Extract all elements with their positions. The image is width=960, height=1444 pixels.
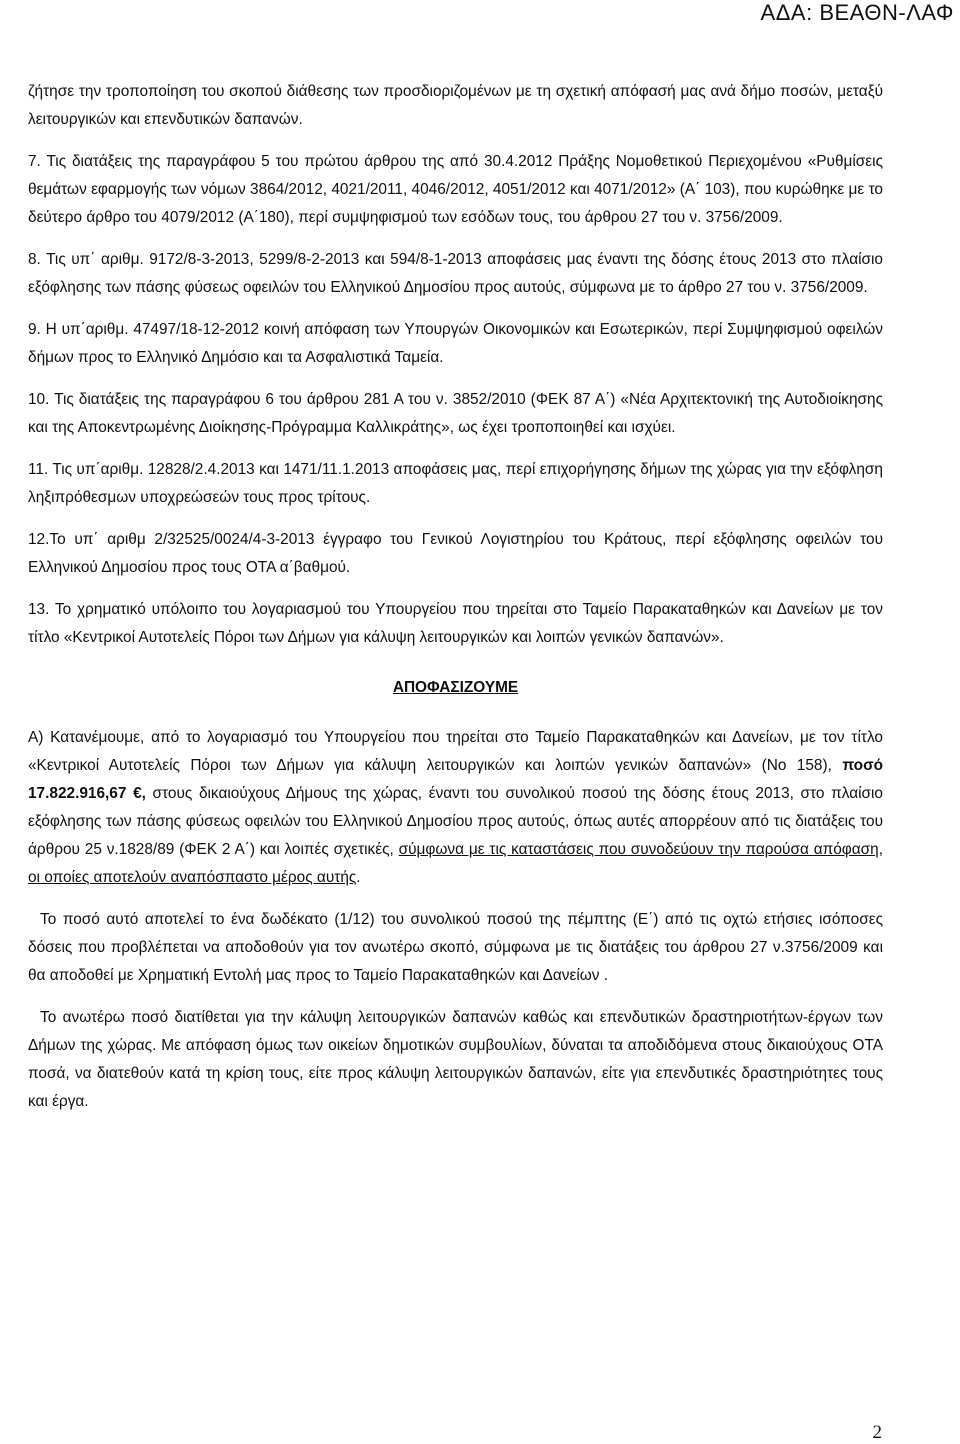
page-number: 2 [872, 1422, 882, 1443]
paragraph-13: 13. Το χρηματικό υπόλοιπο του λογαριασμού του Υπουργείου που τηρείται στο Ταμείο Παρακαταθηκών και Δανείων με τον τίτλο «Κεντρικοί Αυτοτελείς Πόροι των Δήμων για κάλυψη λειτουργικών και λοιπών γενικών δαπανών». [28, 601, 883, 646]
paragraph-11: 11. Τις υπ΄αριθμ. 12828/2.4.2013 και 1471/11.1.2013 αποφάσεις μας, περί επιχορήγησης δήμων της χώρας για την εξόφληση ληξιπρόθεσμων υποχρεώσεών τους προς τρίτους. [28, 461, 883, 506]
decision-paragraph-a [28, 724, 883, 892]
paragraph-8: 8. Τις υπ΄ αριθμ. 9172/8-3-2013, 5299/8-2-2013 και 594/8-1-2013 αποφάσεις μας έναντι της δόσης έτους 2013 στο πλαίσιο εξόφλησης των πάσης φύσεως οφειλών του Ελληνικού Δημοσίου προς αυτούς, σύμφωνα με το άρθρο 27 του ν. 3756/2009. [28, 251, 883, 296]
decision-a-underlined: σύμφωνα με τις καταστάσεις που συνοδεύουν την παρούσα απόφαση, οι οποίες αποτελούν αναπόσπαστο μέρος αυτής [28, 841, 883, 886]
ada-header: ΑΔΑ: ΒΕΑΘΝ-ΛΑΦ [760, 0, 954, 25]
decision-heading: ΑΠΟΦΑΣΙΖΟΥΜΕ [392, 679, 519, 696]
paragraph-7: 7. Τις διατάξεις της παραγράφου 5 του πρώτου άρθρου της από 30.4.2012 Πράξης Νομοθετικού Περιεχομένου «Ρυθμίσεις θεμάτων εφαρμογής των νόμων 3864/2012, 4021/2011, 4046/2012, 4051/2012 και 4071/2012» (Α΄ 103), που κυρώθηκε με το δεύτερο άρθρο του 4079/2012 (Α΄180), περί συμψηφισμού των εσόδων τους, του άρθρου 27 του ν. 3756/2009. [28, 153, 883, 226]
paragraph-12: 12.Το υπ΄ αριθμ 2/32525/0024/4-3-2013 έγγραφο του Γενικού Λογιστηρίου του Κράτους, περί εξόφλησης οφειλών του Ελληνικού Δημοσίου προς τους ΟΤΑ α΄βαθμού. [28, 531, 883, 576]
decision-paragraph-usage: Το ανωτέρω ποσό διατίθεται για την κάλυψη λειτουργικών δαπανών καθώς και επενδυτικών δραστηριοτήτων-έργων των Δήμων της χώρας. Με απόφαση όμως των οικείων δημοτικών συμβουλίων, δύναται τα αποδιδόμενα στους δικαιούχους ΟΤΑ ποσά, να διατεθούν κατά τη κρίση τους, είτε προς κάλυψη λειτουργικών δαπανών, είτε για επενδυτικές δραστηριότητες τους και έργα. [28, 1009, 883, 1110]
paragraph-9: 9. Η υπ΄αριθμ. 47497/18-12-2012 κοινή απόφαση των Υπουργών Οικονομικών και Εσωτερικών, περί Συμψηφισμού οφειλών δήμων προς το Ελληνικό Δημόσιο και τα Ασφαλιστικά Ταμεία. [28, 321, 883, 366]
decision-paragraph-amount-info: Το ποσό αυτό αποτελεί το ένα δωδέκατο (1/12) του συνολικού ποσού της πέμπτης (Ε΄) από τις οχτώ ετήσιες ισόποσες δόσεις που προβλέπεται να αποδοθούν για τον ανωτέρω σκοπό, σύμφωνα με τις διατάξεις του άρθρου 27 ν.3756/2009 και θα αποδοθεί με Χρηματική Εντολή μας προς το Ταμείο Παρακαταθηκών και Δανείων . [28, 911, 883, 984]
decision-a-amount: ποσό 17.822.916,67 €, [28, 757, 883, 802]
paragraph-6-tail: ζήτησε την τροποποίηση του σκοπού διάθεσης των προσδιοριζομένων με τη σχετική απόφασή μας ανά δήμο ποσών, μεταξύ λειτουργικών και επενδυτικών δαπανών. [28, 83, 883, 128]
decision-a-text-1: Α) Κατανέμουμε, από το λογαριασμό του Υπουργείου που τηρείται στο Ταμείο Παρακαταθηκών και Δανείων, με τον τίτλο «Κεντρικοί Αυτοτελείς Πόροι των Δήμων για κάλυψη λειτουργικών και λοιπών γενικών δαπανών» (Νο 158), [28, 729, 883, 774]
decision-a-end: . [356, 869, 361, 886]
document-body [28, 78, 883, 1130]
paragraph-10: 10. Τις διατάξεις της παραγράφου 6 του άρθρου 281 Α του ν. 3852/2010 (ΦΕΚ 87 Α΄) «Νέα Αρχιτεκτονική της Αυτοδιοίκησης και της Αποκεντρωμένης Διοίκησης-Πρόγραμμα Καλλικράτης», ως έχει τροποποιηθεί και ισχύει. [28, 391, 883, 436]
decision-a-text-2: στους δικαιούχους Δήμους της χώρας, έναντι του συνολικού ποσού της δόσης έτους 2013, στο πλαίσιο εξόφλησης των πάσης φύσεως οφειλών του Ελληνικού Δημοσίου προς αυτούς, όπως αυτές απορρέουν από τις διατάξεις του άρθρου 25 ν.1828/89 (ΦΕΚ 2 Α΄) και λοιπές σχετικές, [28, 785, 883, 858]
